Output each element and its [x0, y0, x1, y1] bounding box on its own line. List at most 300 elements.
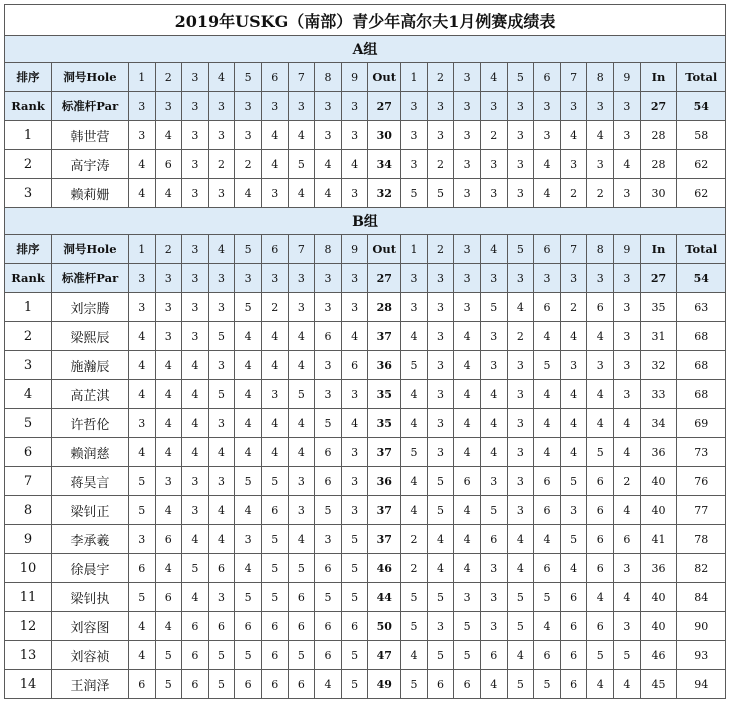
- out-score: 36: [368, 351, 401, 380]
- back-hole-score-5: 3: [507, 150, 534, 179]
- back-hole-score-9: 3: [614, 179, 641, 208]
- back-hole-score-9: 3: [614, 322, 641, 351]
- front-hole-score-5: 2: [235, 150, 262, 179]
- back-hole-score-7: 6: [560, 641, 587, 670]
- back-hole-score-3: 6: [454, 670, 481, 699]
- player-rank: 9: [5, 525, 52, 554]
- front-hole-score-2: 4: [155, 612, 182, 641]
- header-front-hole-6: 6: [261, 63, 288, 92]
- back-hole-score-8: 6: [587, 293, 614, 322]
- front-hole-score-4: 2: [208, 150, 235, 179]
- front-hole-score-4: 4: [208, 496, 235, 525]
- front-hole-score-3: 3: [182, 121, 209, 150]
- back-hole-score-1: 4: [401, 496, 428, 525]
- par-back-hole-3: 3: [454, 264, 481, 293]
- par-back-hole-2: 3: [427, 264, 454, 293]
- header-back-hole-1: 1: [401, 235, 428, 264]
- front-hole-score-2: 4: [155, 409, 182, 438]
- total-score: 62: [677, 150, 726, 179]
- header-back-hole-6: 6: [534, 235, 561, 264]
- player-row: [5, 150, 726, 179]
- header-front-hole-8: 8: [315, 235, 342, 264]
- back-hole-score-3: 4: [454, 351, 481, 380]
- front-hole-score-4: 4: [208, 525, 235, 554]
- header-in: In: [640, 63, 677, 92]
- front-hole-score-9: 4: [341, 322, 368, 351]
- back-hole-score-9: 4: [614, 409, 641, 438]
- front-hole-score-6: 5: [261, 583, 288, 612]
- back-hole-score-1: 4: [401, 409, 428, 438]
- out-score: 30: [368, 121, 401, 150]
- front-hole-score-7: 4: [288, 351, 315, 380]
- total-score: 77: [677, 496, 726, 525]
- back-hole-score-5: 4: [507, 293, 534, 322]
- back-hole-score-3: 4: [454, 438, 481, 467]
- par-back-hole-1: 3: [401, 264, 428, 293]
- back-hole-score-9: 4: [614, 670, 641, 699]
- back-hole-score-5: 3: [507, 409, 534, 438]
- back-hole-score-2: 5: [427, 583, 454, 612]
- back-hole-score-4: 5: [480, 496, 507, 525]
- front-hole-score-9: 5: [341, 583, 368, 612]
- front-hole-score-4: 4: [208, 438, 235, 467]
- front-hole-score-3: 4: [182, 583, 209, 612]
- header-total: Total: [677, 235, 726, 264]
- header-back-hole-5: 5: [507, 235, 534, 264]
- player-row: [5, 641, 726, 670]
- back-hole-score-5: 4: [507, 525, 534, 554]
- header-front-hole-7: 7: [288, 235, 315, 264]
- front-hole-score-4: 3: [208, 179, 235, 208]
- front-hole-score-1: 3: [128, 293, 155, 322]
- player-row: [5, 351, 726, 380]
- player-rank: 1: [5, 121, 52, 150]
- front-hole-score-8: 6: [315, 322, 342, 351]
- back-hole-score-6: 4: [534, 409, 561, 438]
- player-row: [5, 293, 726, 322]
- front-hole-score-6: 6: [261, 641, 288, 670]
- front-hole-score-4: 3: [208, 293, 235, 322]
- front-hole-score-5: 4: [235, 554, 262, 583]
- back-hole-score-4: 3: [480, 612, 507, 641]
- front-hole-score-6: 3: [261, 179, 288, 208]
- front-hole-score-4: 5: [208, 380, 235, 409]
- in-score: 35: [640, 293, 677, 322]
- back-hole-score-7: 3: [560, 351, 587, 380]
- back-hole-score-7: 4: [560, 121, 587, 150]
- front-hole-score-8: 4: [315, 150, 342, 179]
- front-hole-score-6: 4: [261, 409, 288, 438]
- player-row: [5, 179, 726, 208]
- front-hole-score-7: 4: [288, 409, 315, 438]
- front-hole-score-9: 3: [341, 496, 368, 525]
- front-hole-score-1: 5: [128, 583, 155, 612]
- front-hole-score-4: 5: [208, 670, 235, 699]
- header-back-hole-3: 3: [454, 63, 481, 92]
- back-hole-score-7: 2: [560, 293, 587, 322]
- back-hole-score-3: 3: [454, 179, 481, 208]
- back-hole-score-1: 5: [401, 179, 428, 208]
- header-hole: 洞号Hole: [52, 235, 129, 264]
- par-front-hole-6: 3: [261, 264, 288, 293]
- in-score: 40: [640, 583, 677, 612]
- back-hole-score-4: 4: [480, 380, 507, 409]
- front-hole-score-4: 3: [208, 583, 235, 612]
- front-hole-score-6: 4: [261, 121, 288, 150]
- back-hole-score-3: 4: [454, 380, 481, 409]
- back-hole-score-4: 6: [480, 641, 507, 670]
- back-hole-score-8: 4: [587, 380, 614, 409]
- back-hole-score-4: 3: [480, 554, 507, 583]
- back-hole-score-8: 5: [587, 641, 614, 670]
- back-hole-score-9: 3: [614, 380, 641, 409]
- player-rank: 1: [5, 293, 52, 322]
- front-hole-score-8: 4: [315, 179, 342, 208]
- back-hole-score-2: 3: [427, 380, 454, 409]
- front-hole-score-1: 5: [128, 467, 155, 496]
- back-hole-score-5: 5: [507, 670, 534, 699]
- back-hole-score-5: 3: [507, 467, 534, 496]
- back-hole-score-7: 6: [560, 583, 587, 612]
- back-hole-score-3: 5: [454, 641, 481, 670]
- player-name: 刘容图: [52, 612, 129, 641]
- back-hole-score-1: 4: [401, 467, 428, 496]
- header-hole: 洞号Hole: [52, 63, 129, 92]
- front-hole-score-4: 6: [208, 554, 235, 583]
- back-hole-score-7: 3: [560, 496, 587, 525]
- front-hole-score-5: 5: [235, 293, 262, 322]
- front-hole-score-1: 4: [128, 380, 155, 409]
- back-hole-score-6: 4: [534, 150, 561, 179]
- back-hole-score-7: 4: [560, 409, 587, 438]
- back-hole-score-4: 4: [480, 670, 507, 699]
- player-name: 梁钊执: [52, 583, 129, 612]
- back-hole-score-1: 4: [401, 380, 428, 409]
- in-score: 45: [640, 670, 677, 699]
- front-hole-score-3: 3: [182, 322, 209, 351]
- front-hole-score-3: 4: [182, 380, 209, 409]
- back-hole-score-3: 4: [454, 525, 481, 554]
- back-hole-score-5: 5: [507, 583, 534, 612]
- back-hole-score-5: 3: [507, 438, 534, 467]
- front-hole-score-6: 5: [261, 554, 288, 583]
- back-hole-score-6: 4: [534, 380, 561, 409]
- front-hole-score-9: 5: [341, 525, 368, 554]
- player-name: 徐晨宇: [52, 554, 129, 583]
- par-row: [5, 92, 726, 121]
- header-front-hole-7: 7: [288, 63, 315, 92]
- front-hole-score-6: 4: [261, 150, 288, 179]
- front-hole-score-2: 3: [155, 322, 182, 351]
- in-score: 36: [640, 554, 677, 583]
- back-hole-score-3: 4: [454, 496, 481, 525]
- back-hole-score-9: 3: [614, 351, 641, 380]
- score-table: [4, 4, 726, 699]
- total-score: 94: [677, 670, 726, 699]
- back-hole-score-6: 4: [534, 322, 561, 351]
- score-table-body: [5, 5, 726, 699]
- back-hole-score-8: 6: [587, 554, 614, 583]
- front-hole-score-7: 4: [288, 121, 315, 150]
- back-hole-score-4: 3: [480, 179, 507, 208]
- back-hole-score-9: 2: [614, 467, 641, 496]
- header-front-hole-4: 4: [208, 63, 235, 92]
- header-front-hole-3: 3: [182, 235, 209, 264]
- front-hole-score-3: 6: [182, 641, 209, 670]
- front-hole-score-3: 3: [182, 496, 209, 525]
- back-hole-score-6: 4: [534, 179, 561, 208]
- par-back-hole-6: 3: [534, 264, 561, 293]
- front-hole-score-3: 3: [182, 293, 209, 322]
- total-score: 68: [677, 351, 726, 380]
- title-row: [5, 5, 726, 36]
- par-front-hole-8: 3: [315, 92, 342, 121]
- player-name: 蒋昊言: [52, 467, 129, 496]
- front-hole-score-3: 3: [182, 467, 209, 496]
- front-hole-score-2: 4: [155, 351, 182, 380]
- back-hole-score-6: 5: [534, 670, 561, 699]
- front-hole-score-7: 3: [288, 496, 315, 525]
- front-hole-score-5: 4: [235, 351, 262, 380]
- front-hole-score-2: 6: [155, 525, 182, 554]
- par-front-hole-9: 3: [341, 92, 368, 121]
- header-back-hole-9: 9: [614, 63, 641, 92]
- in-score: 41: [640, 525, 677, 554]
- out-score: 37: [368, 496, 401, 525]
- front-hole-score-1: 5: [128, 496, 155, 525]
- player-row: [5, 380, 726, 409]
- front-hole-score-5: 5: [235, 583, 262, 612]
- header-back-hole-4: 4: [480, 235, 507, 264]
- par-in: 27: [640, 92, 677, 121]
- par-back-hole-7: 3: [560, 264, 587, 293]
- back-hole-score-6: 6: [534, 641, 561, 670]
- front-hole-score-8: 3: [315, 351, 342, 380]
- back-hole-score-2: 5: [427, 467, 454, 496]
- back-hole-score-1: 5: [401, 670, 428, 699]
- back-hole-score-6: 4: [534, 438, 561, 467]
- out-score: 28: [368, 293, 401, 322]
- back-hole-score-2: 3: [427, 438, 454, 467]
- header-back-hole-8: 8: [587, 235, 614, 264]
- par-back-hole-8: 3: [587, 264, 614, 293]
- player-row: [5, 612, 726, 641]
- total-score: 62: [677, 179, 726, 208]
- front-hole-score-6: 4: [261, 438, 288, 467]
- front-hole-score-3: 5: [182, 554, 209, 583]
- out-score: 44: [368, 583, 401, 612]
- front-hole-score-7: 6: [288, 670, 315, 699]
- back-hole-score-6: 5: [534, 351, 561, 380]
- back-hole-score-9: 3: [614, 293, 641, 322]
- back-hole-score-4: 4: [480, 438, 507, 467]
- header-out: Out: [368, 235, 401, 264]
- in-score: 33: [640, 380, 677, 409]
- header-in: In: [640, 235, 677, 264]
- back-hole-score-3: 3: [454, 150, 481, 179]
- back-hole-score-3: 3: [454, 583, 481, 612]
- back-hole-score-1: 2: [401, 554, 428, 583]
- front-hole-score-9: 3: [341, 179, 368, 208]
- back-hole-score-7: 4: [560, 380, 587, 409]
- total-score: 63: [677, 293, 726, 322]
- front-hole-score-2: 3: [155, 293, 182, 322]
- front-hole-score-5: 6: [235, 670, 262, 699]
- player-row: [5, 496, 726, 525]
- player-row: [5, 438, 726, 467]
- front-hole-score-8: 5: [315, 583, 342, 612]
- back-hole-score-8: 4: [587, 121, 614, 150]
- player-rank: 2: [5, 322, 52, 351]
- front-hole-score-7: 5: [288, 554, 315, 583]
- par-back-hole-5: 3: [507, 264, 534, 293]
- header-back-hole-2: 2: [427, 63, 454, 92]
- back-hole-score-8: 2: [587, 179, 614, 208]
- back-hole-score-5: 2: [507, 322, 534, 351]
- back-hole-score-4: 6: [480, 525, 507, 554]
- back-hole-score-9: 4: [614, 583, 641, 612]
- par-front-hole-7: 3: [288, 264, 315, 293]
- back-hole-score-5: 3: [507, 380, 534, 409]
- back-hole-score-6: 6: [534, 293, 561, 322]
- front-hole-score-7: 4: [288, 179, 315, 208]
- par-front-hole-2: 3: [155, 92, 182, 121]
- par-out: 27: [368, 264, 401, 293]
- front-hole-score-7: 3: [288, 467, 315, 496]
- player-row: [5, 525, 726, 554]
- back-hole-score-2: 2: [427, 150, 454, 179]
- front-hole-score-9: 3: [341, 438, 368, 467]
- back-hole-score-3: 5: [454, 612, 481, 641]
- front-hole-score-4: 6: [208, 612, 235, 641]
- front-hole-score-5: 3: [235, 525, 262, 554]
- back-hole-score-4: 5: [480, 293, 507, 322]
- in-score: 28: [640, 150, 677, 179]
- front-hole-score-4: 3: [208, 467, 235, 496]
- back-hole-score-1: 5: [401, 351, 428, 380]
- front-hole-score-9: 3: [341, 121, 368, 150]
- header-front-hole-2: 2: [155, 63, 182, 92]
- out-score: 35: [368, 380, 401, 409]
- back-hole-score-6: 5: [534, 583, 561, 612]
- front-hole-score-8: 6: [315, 641, 342, 670]
- back-hole-score-6: 4: [534, 612, 561, 641]
- par-back-hole-9: 3: [614, 92, 641, 121]
- back-hole-score-8: 6: [587, 467, 614, 496]
- back-hole-score-1: 3: [401, 293, 428, 322]
- header-back-hole-2: 2: [427, 235, 454, 264]
- front-hole-score-7: 6: [288, 612, 315, 641]
- player-rank: 2: [5, 150, 52, 179]
- back-hole-score-9: 3: [614, 121, 641, 150]
- front-hole-score-8: 4: [315, 670, 342, 699]
- front-hole-score-6: 5: [261, 467, 288, 496]
- front-hole-score-7: 3: [288, 293, 315, 322]
- front-hole-score-1: 6: [128, 554, 155, 583]
- player-row: [5, 583, 726, 612]
- front-hole-score-1: 6: [128, 670, 155, 699]
- header-back-hole-6: 6: [534, 63, 561, 92]
- header-back-hole-8: 8: [587, 63, 614, 92]
- back-hole-score-5: 4: [507, 554, 534, 583]
- out-score: 50: [368, 612, 401, 641]
- front-hole-score-3: 4: [182, 525, 209, 554]
- back-hole-score-5: 5: [507, 612, 534, 641]
- par-total: 54: [677, 92, 726, 121]
- out-score: 46: [368, 554, 401, 583]
- front-hole-score-5: 5: [235, 467, 262, 496]
- back-hole-score-2: 3: [427, 121, 454, 150]
- front-hole-score-2: 5: [155, 670, 182, 699]
- back-hole-score-4: 3: [480, 150, 507, 179]
- front-hole-score-6: 4: [261, 351, 288, 380]
- front-hole-score-1: 4: [128, 179, 155, 208]
- back-hole-score-1: 2: [401, 525, 428, 554]
- back-hole-score-2: 3: [427, 293, 454, 322]
- in-score: 40: [640, 612, 677, 641]
- par-front-hole-7: 3: [288, 92, 315, 121]
- header-back-hole-1: 1: [401, 63, 428, 92]
- back-hole-score-9: 5: [614, 641, 641, 670]
- par-front-hole-5: 3: [235, 92, 262, 121]
- player-name: 刘宗腾: [52, 293, 129, 322]
- back-hole-score-4: 2: [480, 121, 507, 150]
- par-label: 标准杆Par: [52, 92, 129, 121]
- front-hole-score-7: 5: [288, 150, 315, 179]
- back-hole-score-7: 4: [560, 322, 587, 351]
- total-score: 90: [677, 612, 726, 641]
- front-hole-score-9: 6: [341, 612, 368, 641]
- par-label: 标准杆Par: [52, 264, 129, 293]
- par-rank-label: Rank: [5, 92, 52, 121]
- front-hole-score-5: 4: [235, 322, 262, 351]
- front-hole-score-5: 4: [235, 179, 262, 208]
- header-front-hole-3: 3: [182, 63, 209, 92]
- out-score: 37: [368, 322, 401, 351]
- front-hole-score-2: 4: [155, 554, 182, 583]
- player-rank: 11: [5, 583, 52, 612]
- back-hole-score-1: 3: [401, 121, 428, 150]
- front-hole-score-3: 4: [182, 409, 209, 438]
- scorecard-sheet: [4, 4, 726, 699]
- par-front-hole-3: 3: [182, 264, 209, 293]
- back-hole-score-5: 3: [507, 496, 534, 525]
- in-score: 28: [640, 121, 677, 150]
- front-hole-score-2: 4: [155, 179, 182, 208]
- player-rank: 5: [5, 409, 52, 438]
- header-front-hole-2: 2: [155, 235, 182, 264]
- front-hole-score-5: 4: [235, 409, 262, 438]
- back-hole-score-9: 4: [614, 496, 641, 525]
- back-hole-score-5: 3: [507, 351, 534, 380]
- front-hole-score-5: 5: [235, 641, 262, 670]
- front-hole-score-1: 4: [128, 351, 155, 380]
- front-hole-score-8: 3: [315, 380, 342, 409]
- front-hole-score-1: 4: [128, 322, 155, 351]
- group-title: A组: [5, 36, 726, 63]
- in-score: 36: [640, 438, 677, 467]
- player-rank: 12: [5, 612, 52, 641]
- player-name: 高芷淇: [52, 380, 129, 409]
- player-name: 梁熙辰: [52, 322, 129, 351]
- back-hole-score-4: 3: [480, 351, 507, 380]
- front-hole-score-1: 3: [128, 525, 155, 554]
- front-hole-score-6: 2: [261, 293, 288, 322]
- par-back-hole-2: 3: [427, 92, 454, 121]
- back-hole-score-1: 5: [401, 438, 428, 467]
- back-hole-score-9: 3: [614, 612, 641, 641]
- front-hole-score-9: 4: [341, 409, 368, 438]
